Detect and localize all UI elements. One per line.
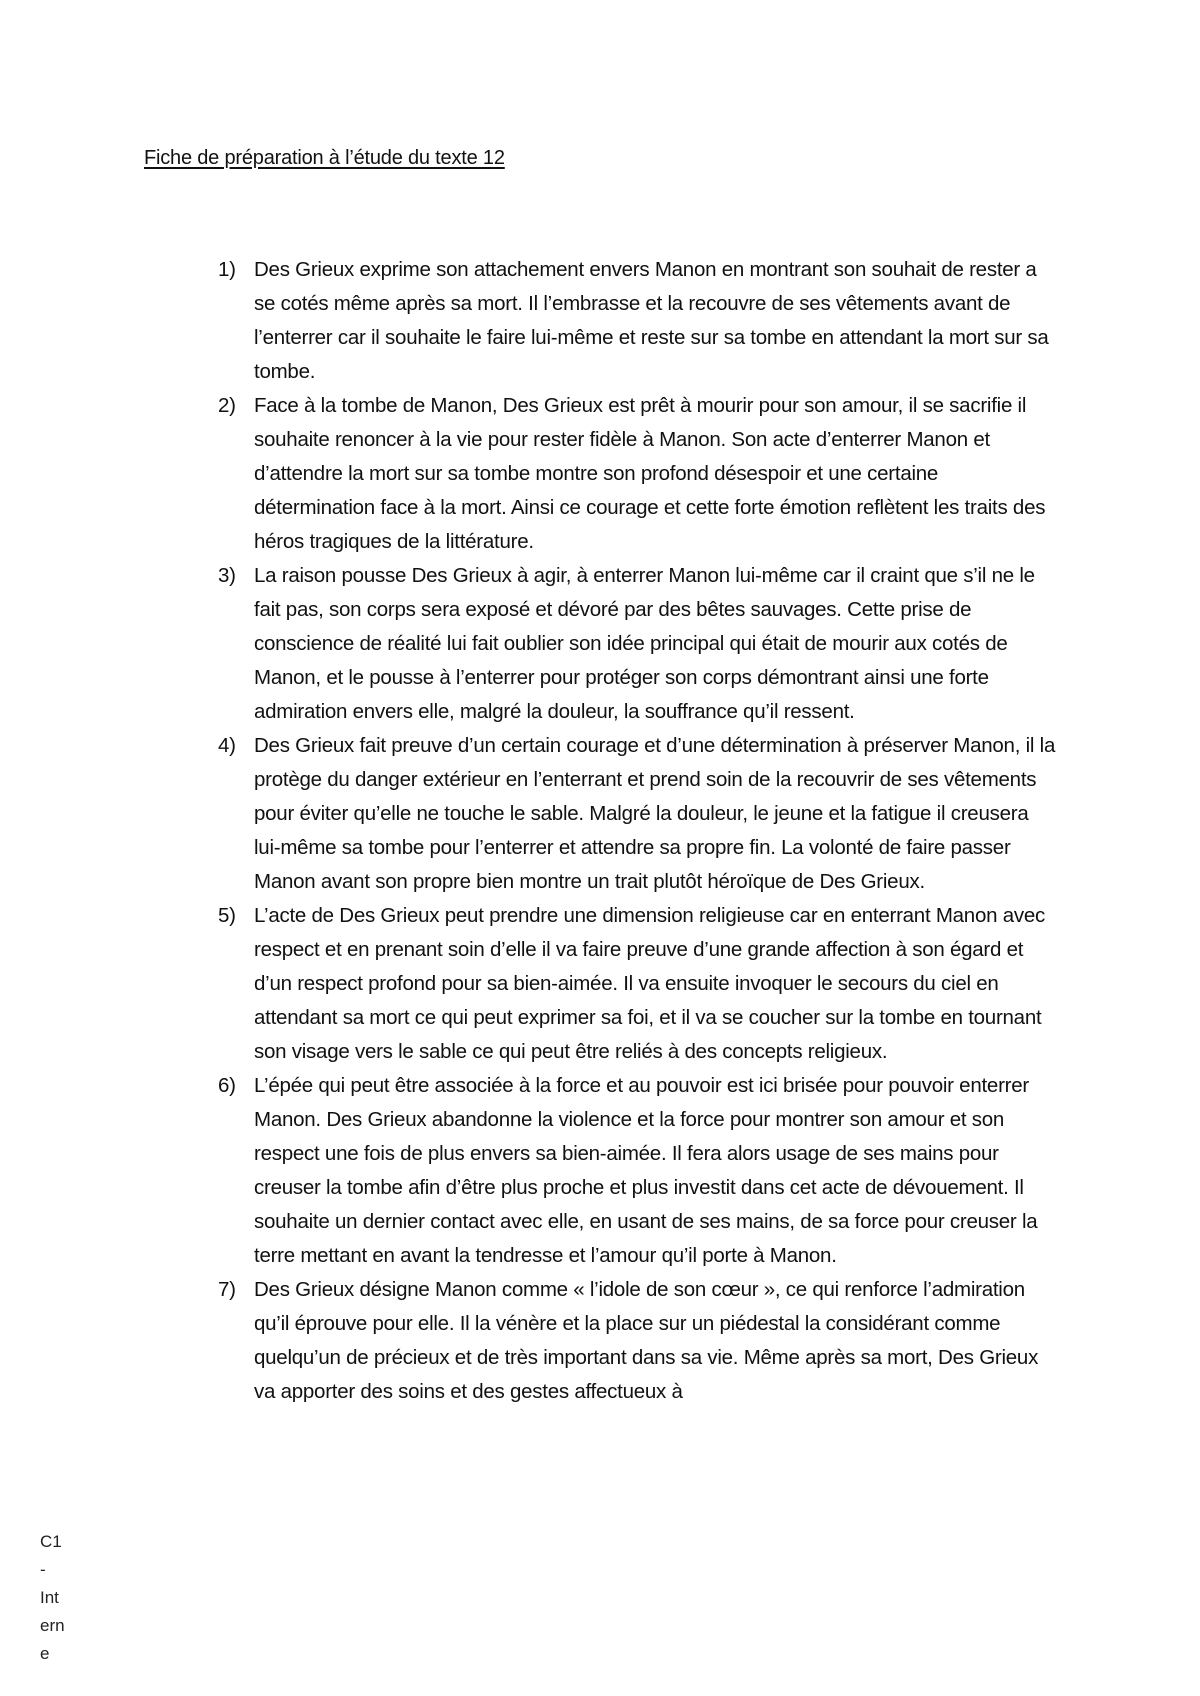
question-number: 3) (218, 564, 236, 587)
classification-line: C1 (40, 1532, 62, 1551)
question-answer: L’épée qui peut être associée à la force et au pouvoir est ici brisée pour pouvoir enterrer Manon. Des Grieux abandonne la violence et la force pour montrer son amour et son respect une fois de plus envers sa bien-aimée. Il fera alors usage de ses mains pour creuser la tombe afin d’être plus proche et plus investit dans cet acte de dévouement. Il souhaite un dernier contact avec elle, en usant de ses mains, de sa force pour creuser la terre mettant en avant la tendresse et l’amour qu’il porte à Manon. (254, 1074, 1038, 1267)
question-answer: L’acte de Des Grieux peut prendre une dimension religieuse car en enterrant Manon avec respect et en prenant soin d’elle il va faire preuve d’une grande affection à son égard et d’un respect profond pour sa bien-aimée. Il va ensuite invoquer le secours du ciel en attendant sa mort ce qui peut exprimer sa foi, et il va se coucher sur la tombe en tournant son visage vers le sable ce qui peut être reliés à des concepts religieux. (254, 904, 1046, 1063)
classification-line: Int (40, 1588, 59, 1607)
question-item (208, 253, 1058, 389)
question-item (208, 1069, 1058, 1273)
question-item (208, 559, 1058, 729)
question-answer: Des Grieux exprime son attachement envers Manon en montrant son souhait de rester a se cotés même après sa mort. Il l’embrasse et la recouvre de ses vêtements avant de l’enterrer car il souhaite le faire lui-même et reste sur sa tombe en attendant la mort sur sa tombe. (254, 258, 1049, 383)
question-number: 5) (218, 904, 236, 927)
classification-line: ern (40, 1616, 65, 1635)
classification-line: - (40, 1560, 46, 1579)
question-number: 6) (218, 1074, 236, 1097)
question-list (208, 253, 1058, 1409)
classification-label (40, 1528, 72, 1668)
question-answer: Face à la tombe de Manon, Des Grieux est prêt à mourir pour son amour, il se sacrifie il souhaite renoncer à la vie pour rester fidèle à Manon. Son acte d’enterrer Manon et d’attendre la mort sur sa tombe montre son profond désespoir et une certaine détermination face à la mort. Ainsi ce courage et cette forte émotion reflètent les traits des héros tragiques de la littérature. (254, 394, 1046, 553)
question-item (208, 389, 1058, 559)
question-item (208, 899, 1058, 1069)
question-answer: Des Grieux désigne Manon comme « l’idole de son cœur », ce qui renforce l’admiration qu’il éprouve pour elle. Il la vénère et la place sur un piédestal la considérant comme quelqu’un de précieux et de très important dans sa vie. Même après sa mort, Des Grieux va apporter des soins et des gestes affectueux à (254, 1278, 1039, 1403)
question-item (208, 729, 1058, 899)
question-item (208, 1273, 1058, 1409)
question-number: 7) (218, 1278, 236, 1301)
question-answer: Des Grieux fait preuve d’un certain courage et d’une détermination à préserver Manon, il la protège du danger extérieur en l’enterrant et prend soin de la recouvrir de ses vêtements pour éviter qu’elle ne touche le sable. Malgré la douleur, le jeune et la fatigue il creusera lui-même sa tombe pour l’enterrer et attendre sa propre fin. La volonté de faire passer Manon avant son propre bien montre un trait plutôt héroïque de Des Grieux. (254, 734, 1056, 893)
question-number: 2) (218, 394, 236, 417)
question-number: 1) (218, 258, 236, 281)
classification-line: e (40, 1644, 50, 1663)
page-title: Fiche de préparation à l’étude du texte 12 (144, 147, 505, 169)
question-answer: La raison pousse Des Grieux à agir, à enterrer Manon lui-même car il craint que s’il ne le fait pas, son corps sera exposé et dévoré par des bêtes sauvages. Cette prise de conscience de réalité lui fait oublier son idée principal qui était de mourir aux cotés de Manon, et le pousse à l’enterrer pour protéger son corps démontrant ainsi une forte admiration envers elle, malgré la douleur, la souffrance qu’il ressent. (254, 564, 1035, 723)
question-number: 4) (218, 734, 236, 757)
